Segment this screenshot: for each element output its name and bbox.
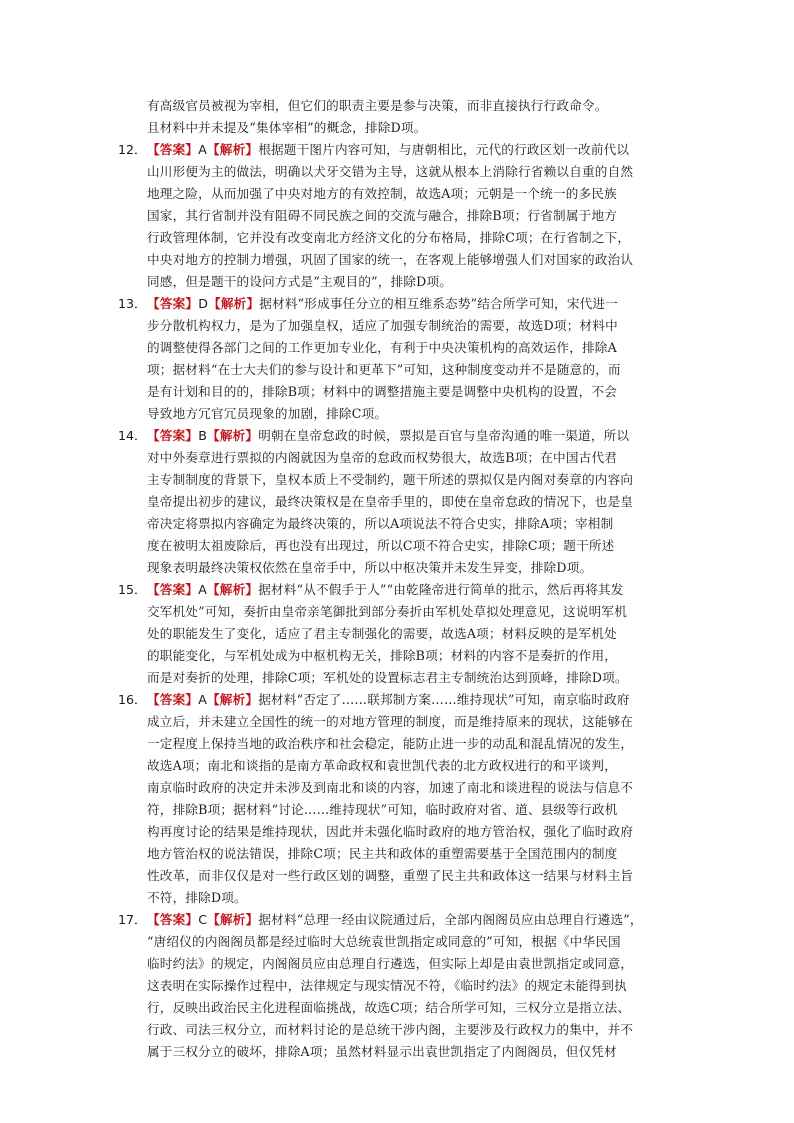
analysis-label: 【解析】 <box>207 582 259 597</box>
text-line: 国家，其行省制并没有阻碍不同民族之间的交流与融合，排除B项；行省制属于地方 <box>147 208 618 223</box>
text-line <box>147 139 717 161</box>
text-line: 的调整使得各部门之间的工作更加专业化，有利于中央决策机构的高效运作，排除A <box>147 340 617 355</box>
answer-label: 【答案】 <box>147 428 199 443</box>
text-line: 临时约法》的规定，内阁阁员应由总理自行遴选，但实际上却是由袁世凯指定或同意， <box>147 956 634 971</box>
text-line: 主专制制度的背景下，皇权本质上不受制约，题干所述的票拟仅是内阁对奏章的内容向 <box>147 472 634 487</box>
answer-letter: D <box>198 296 209 311</box>
text-line: 度在被明太祖废除后，再也没有出现过，所以C项不符合史实，排除C项；题干所述 <box>147 538 615 553</box>
analysis-text: 据材料“总理一经由议院通过后，全部内阁阁员应由总理自行遴选”， <box>258 912 643 927</box>
analysis-text: 据材料“从不假手于人”“由乾隆帝进行简单的批示，然后再将其发 <box>258 582 624 597</box>
text-line: 这表明在实际操作过程中，法律规定与现实情况不符，《临时约法》的规定未能得到执 <box>147 978 627 993</box>
answer-label: 【答案】 <box>147 692 199 707</box>
text-line: 项；据材料“在士大夫们的参与设计和更革下”可知，这种制度变动并不是随意的，而 <box>147 362 621 377</box>
text-line: 导致地方冗官冗员现象的加剧，排除C项。 <box>147 406 388 421</box>
text-line <box>147 579 717 601</box>
text-line: 步分散机构权力，是为了加强皇权，适应了加强专制统治的需要，故选D项；材料中 <box>147 318 618 333</box>
answer-label: 【答案】 <box>147 142 199 157</box>
answer-body <box>147 293 717 425</box>
answer-letter: A <box>198 692 208 707</box>
analysis-label: 【解析】 <box>207 692 259 707</box>
answer-body <box>147 909 717 1063</box>
analysis-label: 【解析】 <box>207 142 259 157</box>
answer-letter: C <box>198 912 208 927</box>
analysis-text: 根据题干图片内容可知，与唐朝相比，元代的行政区划一改前代以 <box>258 142 630 157</box>
text-line: 是有计划和目的的，排除B项；材料中的调整措施主要是调整中央机构的设置，不会 <box>147 384 618 399</box>
text-line: 帝决定将票拟内容确定为最终决策的，所以A项说法不符合史实，排除A项；宰相制 <box>147 516 614 531</box>
analysis-label: 【解析】 <box>208 296 260 311</box>
text-line: 皇帝提出初步的建议，最终决策权是在皇帝手里的，即使在皇帝怠政的情况下，也是皇 <box>147 494 634 509</box>
answer-body <box>147 579 717 689</box>
text-line: 行，反映出政治民主化进程面临挑战，故选C项；结合所学可知，三权分立是指立法、 <box>147 1000 631 1015</box>
answer-letter: A <box>198 582 208 597</box>
question-number: 17． <box>118 912 147 927</box>
text-line: 而是对奏折的处理，排除C项；军机处的设置标志君主专制统治达到顶峰，排除D项。 <box>147 670 628 685</box>
question-number: 15． <box>118 582 147 597</box>
text-line: 有高级官员被视为宰相，但它们的职责主要是参与决策，而非直接执行行政命令。 <box>147 98 608 113</box>
question-number: 12． <box>118 142 147 157</box>
text-line: 中央对地方的控制力增强，巩固了国家的统一，在客观上能够增强人们对国家的政治认 <box>147 252 634 267</box>
text-line <box>147 909 717 931</box>
text-line: 成立后，并未建立全国性的统一的对地方管理的制度，而是维持原来的现状，这能够在 <box>147 714 634 729</box>
text-line: 符，排除B项；据材料“讨论……维持现状”可知，临时政府对省、道、县级等行政机 <box>147 802 618 817</box>
text-line: 属于三权分立的破坏，排除A项；虽然材料显示出袁世凯指定了内阁阁员，但仅凭材 <box>147 1044 617 1059</box>
text-line: 南京临时政府的决定并未涉及到南北和谈的内容，加速了南北和谈进程的说法与信息不 <box>147 780 634 795</box>
answer-letter: B <box>198 428 208 443</box>
text-line: 地方管治权的说法错误，排除C项；民主共和政体的重塑需要基于全国范围内的制度 <box>147 846 618 861</box>
text-line: 行政、司法三权分立，而材料讨论的是总统干涉内阁，主要涉及行政权力的集中，并不 <box>147 1022 634 1037</box>
text-line: 现象表明最终决策权依然在皇帝手中，所以中枢决策并未发生异变，排除D项。 <box>147 560 593 575</box>
question-number: 13． <box>118 296 147 311</box>
text-line: 性改革，而非仅仅是对一些行政区划的调整，重塑了民主共和政体这一结果与材料主旨 <box>147 868 634 883</box>
analysis-label: 【解析】 <box>207 912 259 927</box>
text-line: 处的职能发生了变化，适应了君主专制强化的需要，故选A项；材料反映的是军机处 <box>147 626 617 641</box>
text-line <box>147 425 717 447</box>
text-line: 故选A项；南北和谈指的是南方革命政权和袁世凯代表的北方政权进行的和平谈判， <box>147 758 617 773</box>
answer-body <box>147 689 717 909</box>
text-line: “唐绍仪的内阁阁员都是经过临时大总统袁世凯指定或同意的”可知，根据《中华民国 <box>147 934 621 949</box>
analysis-text: 据材料“否定了……联邦制方案……维持现状”可知，南京临时政府 <box>258 692 630 707</box>
text-line <box>147 293 717 315</box>
text-line: 构再度讨论的结果是维持现状，因此并未强化临时政府的地方管治权，强化了临时政府 <box>147 824 634 839</box>
text-line: 同感，但是题干的设问方式是“主观目的”，排除D项。 <box>147 274 453 289</box>
text-line: 交军机处”可知，奏折由皇帝亲笔御批到部分奏折由军机处草拟处理意见，这说明军机 <box>147 604 628 619</box>
text-line: 且材料中并未提及“集体宰相”的概念，排除D项。 <box>147 120 427 135</box>
text-line <box>147 689 717 711</box>
text-line: 对中外奏章进行票拟的内阁就因为皇帝的怠政而权势很大，故选B项；在中国古代君 <box>147 450 618 465</box>
answer-label: 【答案】 <box>147 296 199 311</box>
answer-label: 【答案】 <box>147 912 199 927</box>
question-number: 16． <box>118 692 147 707</box>
text-line: 山川形便为主的做法，明确以犬牙交错为主导，这就从根本上消除行省赖以自重的自然 <box>147 164 634 179</box>
text-line: 的职能变化，与军机处成为中枢机构无关，排除B项；材料的内容不是奏折的作用， <box>147 648 618 663</box>
answer-body <box>147 425 717 579</box>
question-number: 14． <box>118 428 147 443</box>
analysis-text: 明朝在皇帝怠政的时候，票拟是百官与皇帝沟通的唯一渠道，所以 <box>258 428 630 443</box>
answer-letter: A <box>198 142 208 157</box>
text-line: 不符，排除D项。 <box>147 890 247 905</box>
answer-body <box>147 139 717 293</box>
analysis-label: 【解析】 <box>207 428 259 443</box>
text-line: 一定程度上保持当地的政治秩序和社会稳定，能防止进一步的动乱和混乱情况的发生， <box>147 736 634 751</box>
answer-label: 【答案】 <box>147 582 199 597</box>
continued-text <box>147 95 707 139</box>
analysis-text: 据材料“形成事任分立的相互维系态势”结合所学可知，宋代进一 <box>259 296 618 311</box>
text-line: 行政管理体制，它并没有改变南北方经济文化的分布格局，排除C项；在行省制之下， <box>147 230 631 245</box>
text-line: 地理之险，从而加强了中央对地方的有效控制，故选A项；元朝是一个统一的多民族 <box>147 186 617 201</box>
